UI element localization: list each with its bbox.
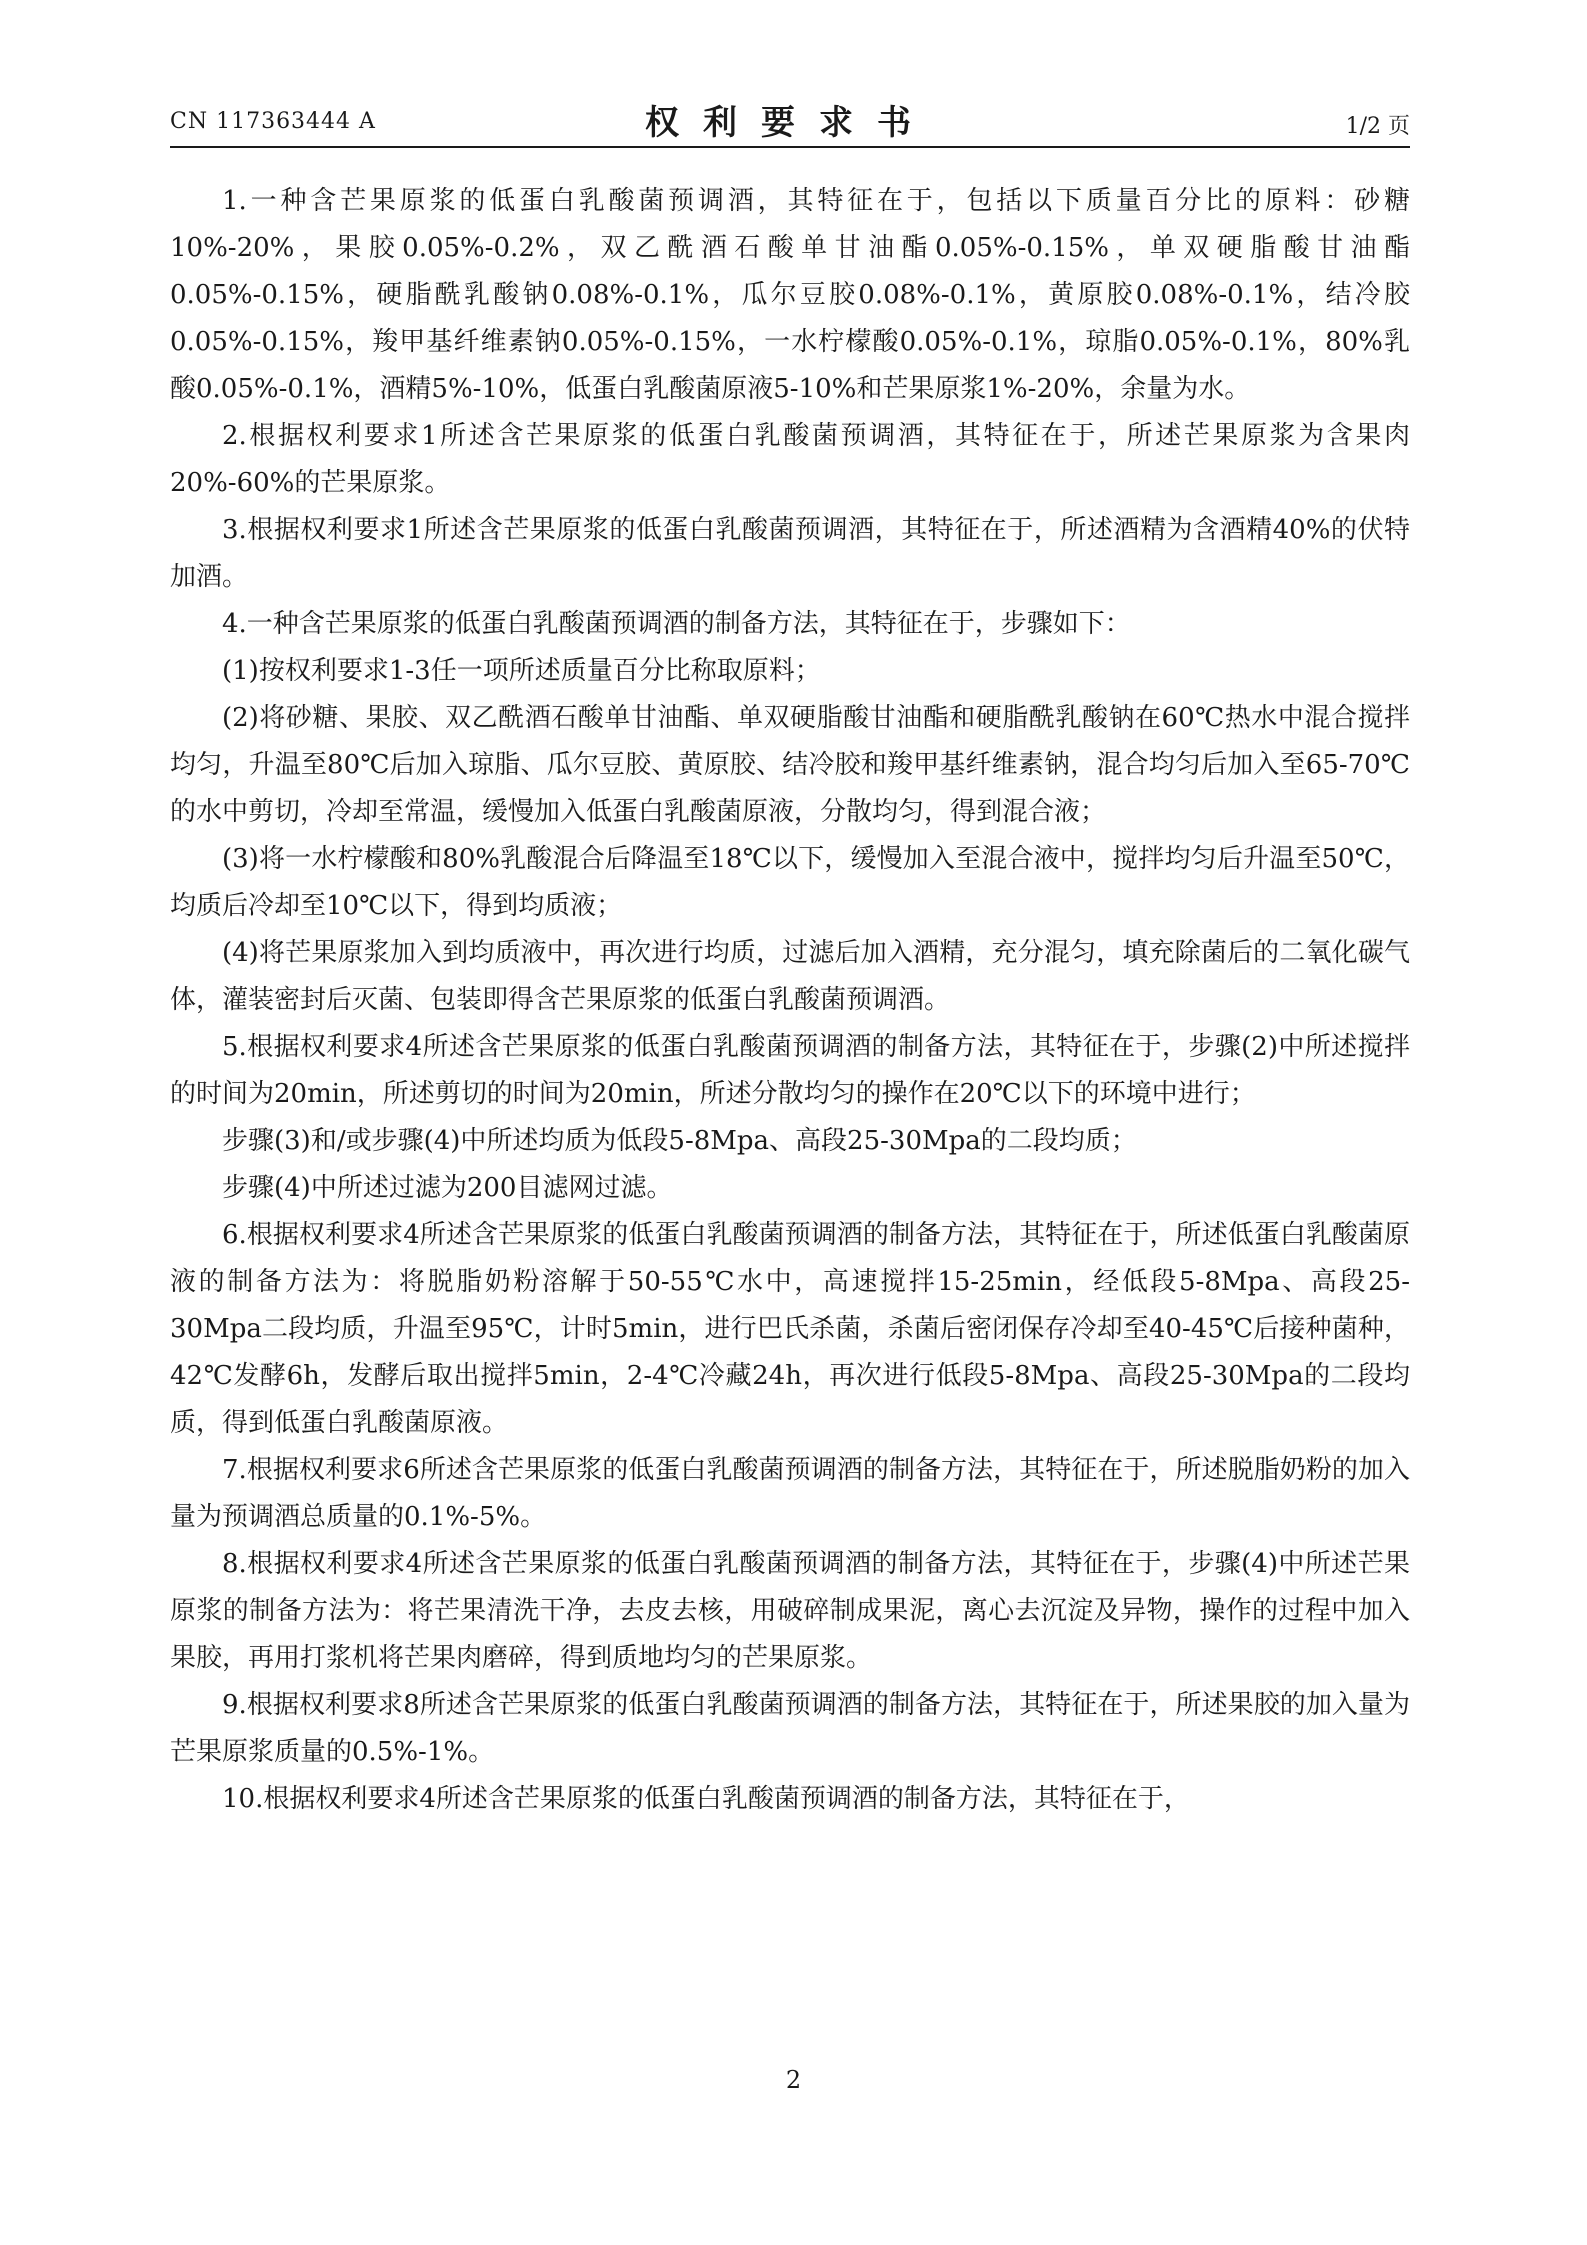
page-header [170, 95, 1410, 145]
claim-5: 5.根据权利要求4所述含芒果原浆的低蛋白乳酸菌预调酒的制备方法，其特征在于，步骤(2)中所述搅拌的时间为20min，所述剪切的时间为20min，所述分散均匀的操作在20℃以下的环境中进行； [170, 1032, 1410, 1109]
claim-6: 6.根据权利要求4所述含芒果原浆的低蛋白乳酸菌预调酒的制备方法，其特征在于，所述低蛋白乳酸菌原液的制备方法为：将脱脂奶粉溶解于50-55℃水中，高速搅拌15-25min，经低段5-8Mpa、高段25-30Mpa二段均质，升温至95℃，计时5min，进行巴氏杀菌，杀菌后密闭保存冷却至40-45℃后接种菌种，42℃发酵6h，发酵后取出搅拌5min，2-4℃冷藏24h，再次进行低段5-8Mpa、高段25-30Mpa的二段均质，得到低蛋白乳酸菌原液。 [170, 1220, 1410, 1438]
claim-8: 8.根据权利要求4所述含芒果原浆的低蛋白乳酸菌预调酒的制备方法，其特征在于，步骤(4)中所述芒果原浆的制备方法为：将芒果清洗干净，去皮去核，用破碎制成果泥，离心去沉淀及异物，操作的过程中加入果胶，再用打浆机将芒果肉磨碎，得到质地均匀的芒果原浆。 [170, 1549, 1410, 1673]
claim-2: 2.根据权利要求1所述含芒果原浆的低蛋白乳酸菌预调酒，其特征在于，所述芒果原浆为含果肉20%-60%的芒果原浆。 [170, 421, 1410, 498]
claim-5-homogenization: 步骤(3)和/或步骤(4)中所述均质为低段5-8Mpa、高段25-30Mpa的二段均质； [222, 1126, 1137, 1156]
claim-10: 10.根据权利要求4所述含芒果原浆的低蛋白乳酸菌预调酒的制备方法，其特征在于， [222, 1784, 1190, 1814]
claim-1: 1.一种含芒果原浆的低蛋白乳酸菌预调酒，其特征在于，包括以下质量百分比的原料：砂糖10%-20%，果胶0.05%-0.2%，双乙酰酒石酸单甘油酯0.05%-0.15%，单双硬脂酸甘油酯0.05%-0.15%，硬脂酰乳酸钠0.08%-0.1%，瓜尔豆胶0.08%-0.1%，黄原胶0.08%-0.1%，结冷胶0.05%-0.15%，羧甲基纤维素钠0.05%-0.15%，一水柠檬酸0.05%-0.1%，琼脂0.05%-0.1%，80%乳酸0.05%-0.1%，酒精5%-10%，低蛋白乳酸菌原液5-10%和芒果原浆1%-20%，余量为水。 [170, 186, 1410, 404]
page-count: 1/2 页 [1345, 114, 1410, 139]
header-rule [170, 146, 1410, 148]
claim-4-step-1: (1)按权利要求1-3任一项所述质量百分比称取原料； [222, 656, 821, 686]
page-number: 2 [785, 2066, 802, 2094]
claims-body [170, 178, 1410, 1823]
claim-9: 9.根据权利要求8所述含芒果原浆的低蛋白乳酸菌预调酒的制备方法，其特征在于，所述果胶的加入量为芒果原浆质量的0.5%-1%。 [170, 1690, 1410, 1767]
claim-3: 3.根据权利要求1所述含芒果原浆的低蛋白乳酸菌预调酒，其特征在于，所述酒精为含酒精40%的伏特加酒。 [170, 515, 1410, 592]
claim-5-filtration: 步骤(4)中所述过滤为200目滤网过滤。 [222, 1173, 673, 1203]
claim-4-step-2: (2)将砂糖、果胶、双乙酰酒石酸单甘油酯、单双硬脂酸甘油酯和硬脂酰乳酸钠在60℃热水中混合搅拌均匀，升温至80℃后加入琼脂、瓜尔豆胶、黄原胶、结冷胶和羧甲基纤维素钠，混合均匀后加入至65-70℃的水中剪切，冷却至常温，缓慢加入低蛋白乳酸菌原液，分散均匀，得到混合液； [170, 703, 1410, 827]
document-title: 权利要求书 [645, 103, 935, 143]
publication-number: CN 117363444 A [170, 109, 376, 134]
claim-7: 7.根据权利要求6所述含芒果原浆的低蛋白乳酸菌预调酒的制备方法，其特征在于，所述脱脂奶粉的加入量为预调酒总质量的0.1%-5%。 [170, 1455, 1410, 1532]
claim-4: 4.一种含芒果原浆的低蛋白乳酸菌预调酒的制备方法，其特征在于，步骤如下： [222, 609, 1131, 639]
claim-4-step-4: (4)将芒果原浆加入到均质液中，再次进行均质，过滤后加入酒精，充分混匀，填充除菌后的二氧化碳气体，灌装密封后灭菌、包装即得含芒果原浆的低蛋白乳酸菌预调酒。 [170, 938, 1410, 1015]
claim-4-step-3: (3)将一水柠檬酸和80%乳酸混合后降温至18℃以下，缓慢加入至混合液中，搅拌均匀后升温至50℃，均质后冷却至10℃以下，得到均质液； [170, 844, 1410, 921]
